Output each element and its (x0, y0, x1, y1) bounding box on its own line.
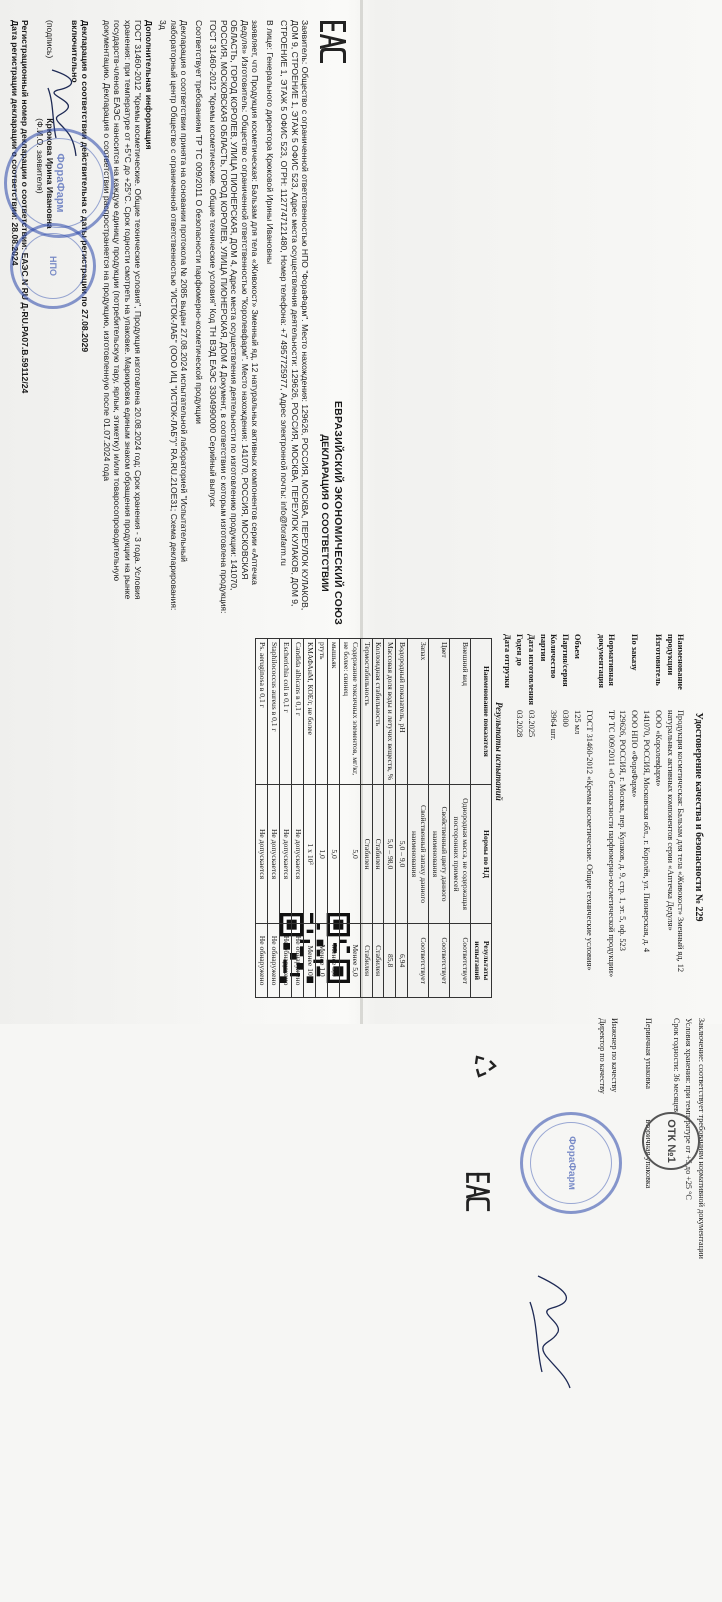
result-cell: Соответствует (429, 924, 450, 998)
validity-prefix: Декларация о соответствии действительна с даты регистрации по (80, 20, 90, 307)
norm-cell: 5,0 (327, 784, 339, 923)
recycle-icon (470, 1052, 498, 1080)
result-cell: Соответствует (408, 924, 429, 998)
norm-cell: Свойственный запаху данного наименования (408, 784, 429, 923)
claims-text: заявляет, что Продукция косметическая: Бальзам для тела «Живокост» Зменный яд, 12 натуральных активных компонентов серии «Аптечка Дедуля» Изготовитель: Общество с ограниченной ответственностью "Королевфарм". Место нахождения: 141070, РОССИЯ, МОСКОВСКАЯ ОБЛАСТЬ, ГОРОД КОРОЛЕВ, УЛИЦА ПИОНЕРСКАЯ, ДОМ 4, Адрес места осуществления деятельности по изготовлению продукции: 141070, РОССИЯ, МОСКОВСКАЯ ОБЛАСТЬ, ГОРОД КОРОЛЕВ, УЛИЦА ПИОНЕРСКАЯ, ДОМ 4 Документ, в соответствии с которым изготовлена продукция: ГОСТ 31460-2012 "Кремы косметические. Общие технические условия" Код ТН ВЭД ЕАЭС 3304990000 Серийный выпуск (208, 20, 261, 614)
sign-caption: (подпись) (45, 20, 56, 59)
indicator-cell: Коллоидная стабильность (372, 639, 384, 785)
certificate-field-row (617, 632, 629, 1002)
norm-cell: 1,0 (315, 784, 327, 923)
certificate-field-row (502, 632, 514, 1002)
norm-cell: Не допускается (291, 784, 303, 923)
field-value: 03.2025 (527, 710, 537, 738)
table-row (255, 639, 267, 998)
table-row (396, 639, 408, 998)
conforms-text: Соответствует требованиям ТР ТС 009/2011 О безопасности парфюмерно-косметической продукции (193, 20, 204, 424)
indicator-cell: Внешний вид (450, 639, 471, 785)
field-value: ГОСТ 31460-2012 «Кремы косметические. Общие технические условия» (584, 710, 594, 971)
certificate-title: Удостоверение качества и безопасности № 229 (693, 712, 704, 922)
result-cell: Не обнаружено (267, 924, 279, 998)
results-header-norm: Нормы по НД (471, 784, 492, 923)
result-cell: Менее 5,0 (339, 924, 360, 998)
norm-cell: Не допускается (255, 784, 267, 923)
field-key: Дата изготовления (527, 634, 537, 706)
result-cell: Менее 5,0 (327, 924, 339, 998)
reg-label: Регистрационный номер декларации о соответствии: (20, 20, 31, 251)
indicator-cell: Термостабильность (360, 639, 372, 785)
certificate-field-row (652, 632, 664, 1002)
result-cell: Менее 10 (303, 924, 315, 998)
result-cell: Не обнаружено (291, 924, 303, 998)
field-key: Партия/серия (560, 634, 570, 687)
field-value: 141070, РОССИЯ, Московская обл., г. Королёв, ул. Пионерская, д. 4 (642, 710, 652, 953)
indicator-cell: Staphilococcus aureus в 0,1 г (267, 639, 279, 785)
cert-stamp-text: ФораФарм (565, 1136, 577, 1190)
field-value: Продукция косметическая: Бальзам для тела «Живокост» Зменный яд, 12 натуральных активных компонентов серии «Аптечка Дедуля» (666, 710, 685, 973)
table-row (327, 639, 339, 998)
reg-date: 28.08.2024 (9, 222, 20, 266)
quality-certificate-panel (257, 632, 712, 1602)
basis-text: Декларация о соответствии принята на основании протокола № 2085 выдан 27.08.2024 испытательной лабораторией "Испытательный лабораторный центр Общество с ограниченной ответственностью "ИСТОК-ЛАБ" (ООО ИЦ "ИСТОК-ЛАБ")" RA.RU.21ОЕ31; Схема декларирования: 3д (158, 20, 190, 611)
result-cell: Стабилен (360, 924, 372, 998)
stamp-text: ФораФарм (53, 153, 66, 213)
table-row (360, 639, 372, 998)
results-header-indicator: Наименование показателя (471, 639, 492, 785)
table-row (372, 639, 384, 998)
certificate-field-row (537, 632, 559, 1002)
table-row (384, 639, 396, 998)
certificate-field-row (583, 632, 595, 1002)
table-row (279, 639, 291, 998)
certificate-field-row (513, 632, 525, 1002)
result-cell: 85,8 (384, 924, 396, 998)
norm-cell: Стабилен (360, 784, 372, 923)
result-cell: Не обнаружено (279, 924, 291, 998)
union-title: ЕВРАЗИЙСКИЙ ЭКОНОМИЧЕСКИЙ СОЮЗ (332, 400, 344, 626)
indicator-cell: Содержание токсичных элементов, мг/кг, не более: свинец (339, 639, 360, 785)
shelf-life-text: Срок годности: 36 месяцев (671, 1018, 681, 1112)
field-key: Наименование продукции (666, 634, 685, 690)
field-key: Годен до (515, 634, 525, 666)
certificate-field-row (525, 632, 537, 1002)
norm-cell: 1 х 10³ (303, 784, 315, 923)
norm-cell: Свойственный цвету данного наименования (429, 784, 450, 923)
field-value: ТР ТС 009/2011 «О безопасности парфюмерно-косметической продукции» (606, 710, 616, 978)
table-row (408, 639, 429, 998)
norm-cell: 5,0 – 9,0 (396, 784, 408, 923)
result-cell: Менее 1,0 (315, 924, 327, 998)
table-row (429, 639, 450, 998)
result-cell: Не обнаружено (255, 924, 267, 998)
reg-date-label: Дата регистрации декларации о соответствии: (9, 20, 20, 221)
certificate-field-row (571, 632, 583, 1002)
signer-name: Крюкова Ирина Ивановна (45, 118, 56, 229)
results-header-result: Результаты испытаний (471, 924, 492, 998)
table-row (339, 639, 360, 998)
norm-cell: Стабилен (372, 784, 384, 923)
person-text: В лице: Генерального директора Крюковой Ирины Ивановны (264, 20, 275, 264)
norm-cell: Не допускается (267, 784, 279, 923)
result-cell: Стабилен (372, 924, 384, 998)
conclusion-text: Заключение: соответствует требованиям нормативной документации (697, 1018, 706, 1259)
certificate-field-row (640, 632, 652, 1002)
norm-cell: Однородная масса, не содержащая посторонних примесей (450, 784, 471, 923)
result-cell: Соответствует (450, 924, 471, 998)
director-text: Директор по качеству (597, 1018, 607, 1094)
indicator-cell: ртуть (315, 639, 327, 785)
field-value: 129626, РОССИЯ, г. Москва, пер. Кулаков, д. 9, стр. 1, эт. 5, оф. 523 (618, 710, 628, 951)
validity-suffix: включительно (69, 20, 80, 83)
extra-text: ГОСТ 31460-2012 "Кремы косметические. Общие технические условия", Продукция изготовлена 20.08.2024 год; Срок хранения - 3 года. Условия хранения: при температуре от +5°С до +25°С. Срок годности смотреть на упаковке. Маркировка единым знаком обращения продукции на рынке государств-членов ЕАЭС наносится на каждую единицу продукции (потребительскую тару, ярлык, этикетку) и/или товаросопроводительную документацию. Декларация о соответствии распространяется на продукцию, изготовленную после 01.07.2024 года (101, 20, 144, 600)
indicator-cell: Цвет (429, 639, 450, 785)
table-row (267, 639, 279, 998)
field-key (640, 632, 652, 708)
field-key (583, 632, 595, 708)
certificate-field-row (664, 632, 686, 1002)
field-value: 3964 шт. (549, 710, 559, 741)
certificate-field-row (559, 632, 571, 1002)
certificate-field-row (595, 632, 617, 1002)
field-value: 125 мл (572, 710, 582, 735)
indicator-cell: КМАФАнМ, КОЕ/г, не более (303, 639, 315, 785)
packaging-text: Первичная упаковка (643, 1018, 653, 1089)
company-stamp-secondary (10, 223, 96, 309)
certificate-footer (594, 1018, 706, 1578)
field-key: Дата отгрузки (503, 634, 513, 688)
field-key: Объем (572, 634, 582, 659)
certificate-field-row (628, 632, 640, 1002)
field-value: ООО «Королевфарм» (654, 710, 664, 787)
field-key: По заказу (630, 634, 640, 671)
indicator-cell: Candida albicans в 0,1 г (291, 639, 303, 785)
applicant-text: Заявитель: Общество с ограниченной ответственностью НПО "ФораФарм". Место нахождения: 129626, РОССИЯ, МОСКВА, ПЕРЕУЛОК КУЛАКОВ, ДОМ 9, СТРОЕНИЕ 1, ЭТАЖ 5 ОФИС 523, Адрес места осуществления деятельности: 129626, РОССИЯ, МОСКВА, ПЕРЕУЛОК КУЛАКОВ, ДОМ 9, СТРОЕНИЕ 1, ЭТАЖ 5 ОФИС 523, ОГРН: 1127747121480, Номер телефона: +7 4957725977, Адрес электронной почты: info@forafarm.ru (279, 20, 310, 611)
table-row (315, 639, 327, 998)
indicator-cell: Водородный показатель, pH (396, 639, 408, 785)
indicator-cell: Массовая доля воды и летучих веществ, % (384, 639, 396, 785)
indicator-cell: мышьяк (327, 639, 339, 785)
field-key (617, 632, 629, 708)
declaration-title: ДЕКЛАРАЦИЯ О СООТВЕТСТВИИ (319, 434, 330, 592)
results-table (255, 638, 492, 998)
results-title: Результаты испытаний (494, 702, 504, 801)
stamp-small-text: НПО (48, 256, 59, 276)
storage-text: Условия хранения: при температуре от +5 до +25 °С (684, 1018, 694, 1200)
reg-number: ЕАЭС N RU Д-RU.РА07.В.59112/24 (20, 252, 31, 394)
extra-title: Дополнительная информация (143, 20, 154, 150)
field-key: Количество партии (539, 634, 559, 679)
norm-cell: 5,0 (339, 784, 360, 923)
norm-cell: 5,0 – 98,0 (384, 784, 396, 923)
company-stamp (4, 128, 114, 238)
table-row (450, 639, 471, 998)
recycle-label: вторичная упаковка (643, 1119, 653, 1189)
eac-logo-small-icon (464, 1172, 492, 1212)
table-row (303, 639, 315, 998)
otk-stamp (642, 1112, 700, 1170)
certificate-stamp (520, 1112, 622, 1214)
inspector-text: Инженер по качеству (610, 1018, 620, 1093)
field-key: Изготовитель (654, 634, 664, 686)
table-row (291, 639, 303, 998)
field-key: Нормативная документация (596, 634, 616, 689)
indicator-cell: Ps. aeruginosa в 0,1 г (255, 639, 267, 785)
field-value: 03.2028 (515, 710, 525, 738)
indicator-cell: Escherichia coli в 0,1 г (279, 639, 291, 785)
result-cell: 6,94 (396, 924, 408, 998)
validity-date: 27.08.2029 (80, 309, 90, 353)
declaration-body (97, 20, 310, 620)
field-value: ООО НПО «ФораФарм» (630, 710, 640, 798)
field-value: 0300 (560, 710, 570, 727)
signer-caption: (Ф.И.О. заявителя) (34, 118, 45, 194)
inspector-signature (522, 1272, 582, 1392)
norm-cell: Не допускается (279, 784, 291, 923)
certificate-fields (502, 632, 687, 1002)
indicator-cell: Запах (408, 639, 429, 785)
otk-text: ОТК №1 (665, 1119, 678, 1163)
